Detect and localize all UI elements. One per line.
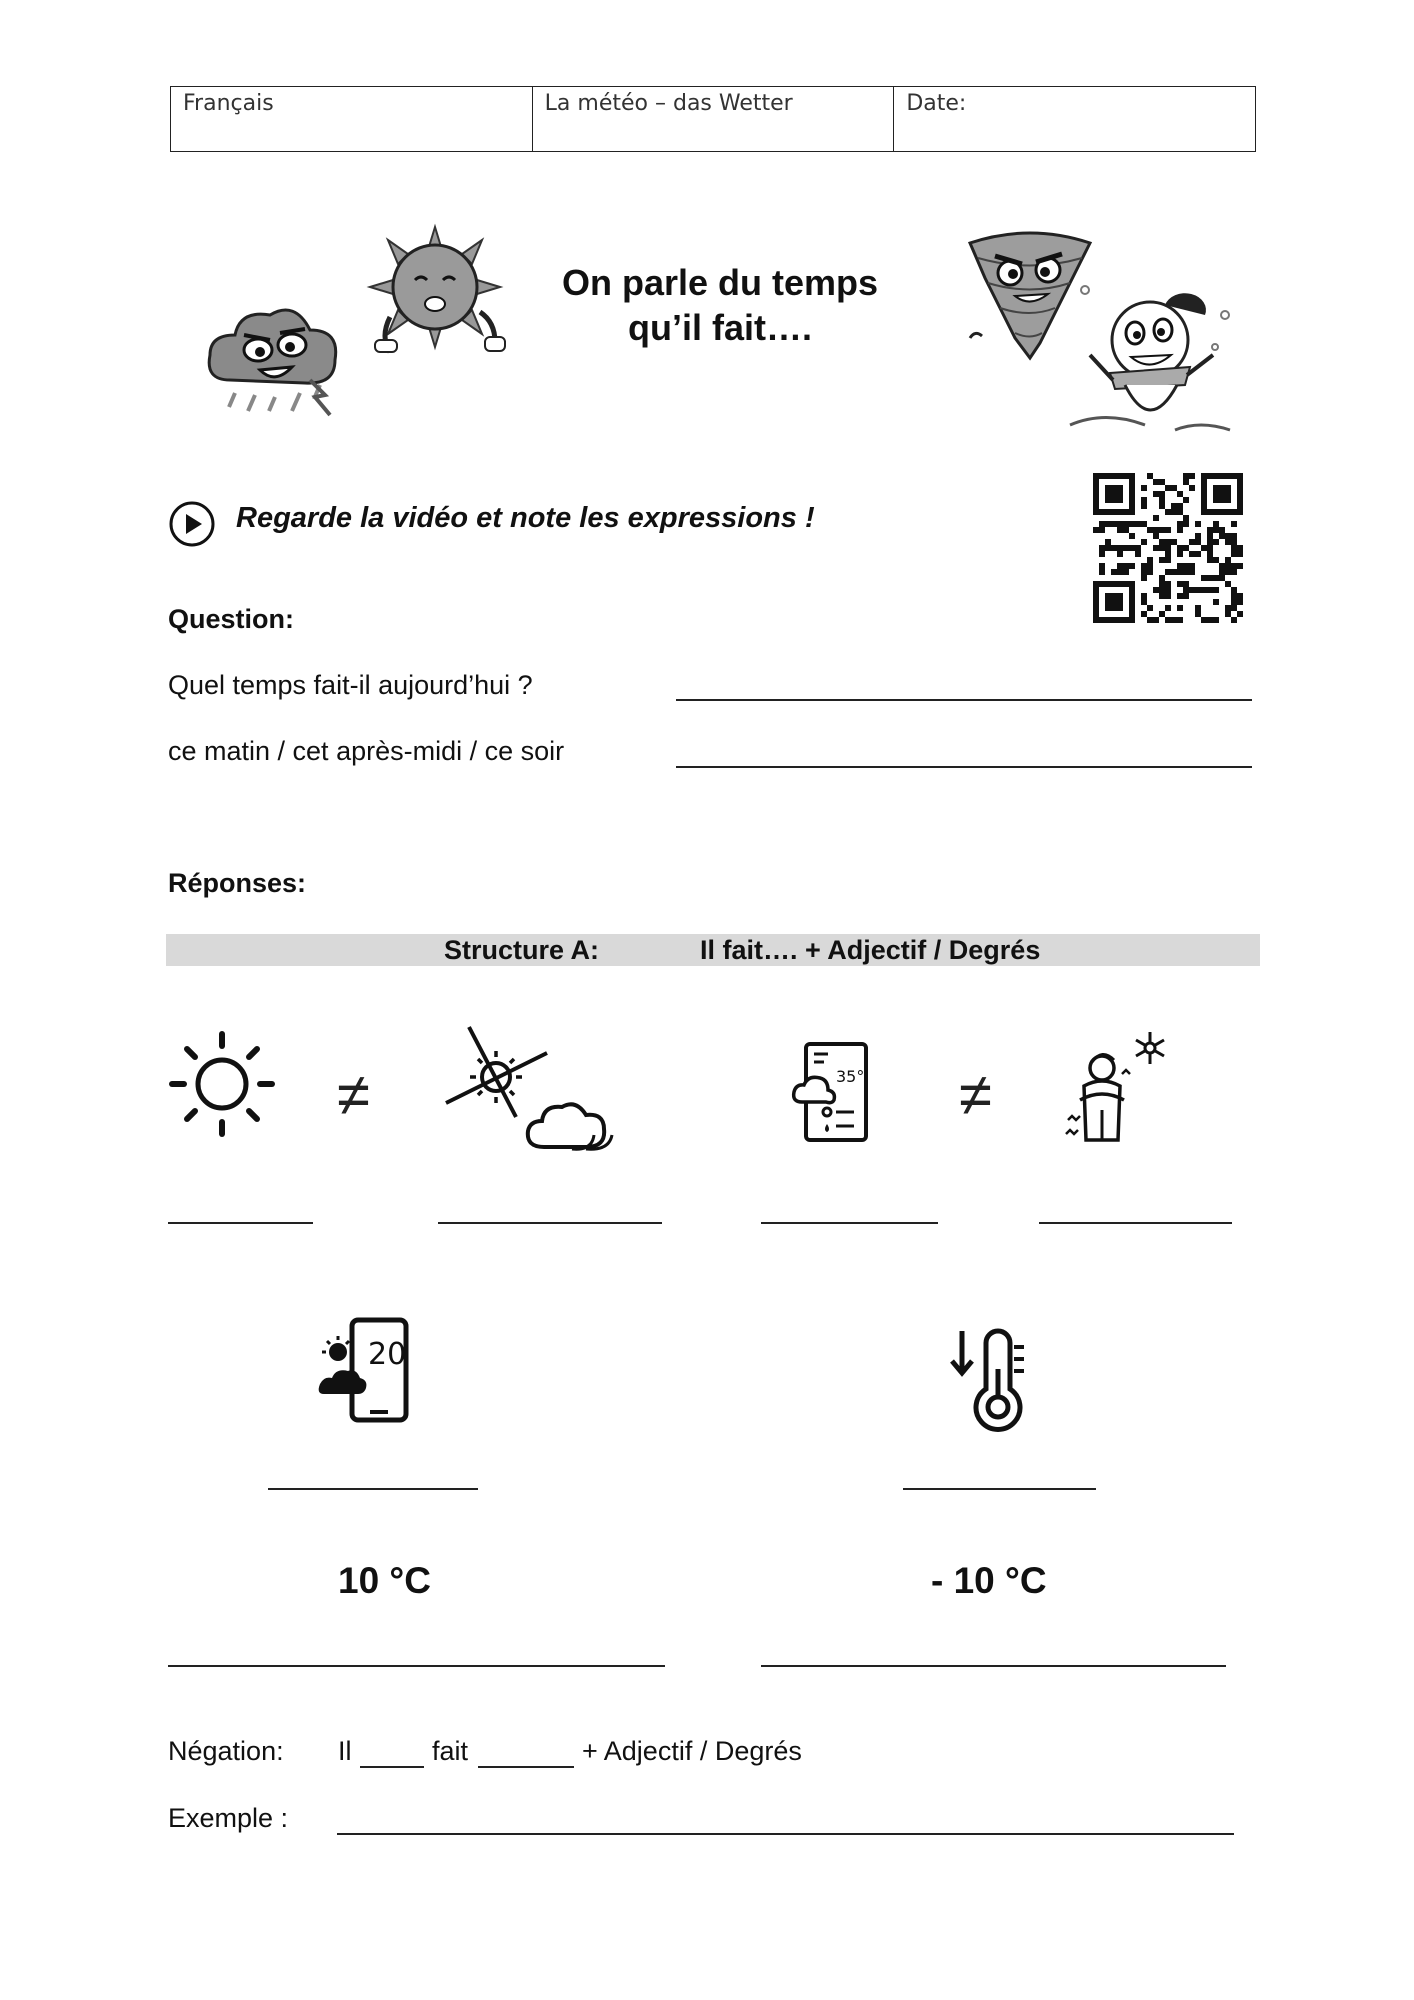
example-label: Exemple :	[168, 1803, 289, 1833]
storm-cloud-icon	[200, 285, 350, 435]
structure-band	[166, 934, 1260, 966]
negation-blank-2[interactable]	[478, 1766, 574, 1768]
qr-code-icon[interactable]	[1093, 473, 1243, 623]
question-heading: Question:	[168, 604, 294, 634]
question-2: ce matin / cet après-midi / ce soir	[168, 736, 565, 766]
not-equal-1: ≠	[337, 1061, 370, 1128]
degree-negative: - 10 °C	[931, 1560, 1047, 1601]
negation-word-il: Il	[338, 1736, 352, 1766]
not-equal-2: ≠	[959, 1061, 992, 1128]
answer-line-degree-2[interactable]	[761, 1665, 1226, 1667]
hot-phone-icon	[792, 1040, 882, 1145]
cold-person-icon	[1060, 1030, 1180, 1150]
negation-label: Négation:	[168, 1736, 284, 1766]
structure-formula: Il fait…. + Adjectif / Degrés	[700, 935, 1041, 965]
no-sun-cloud-icon	[444, 1025, 619, 1155]
hot-sun-icon	[360, 222, 510, 372]
header-subject: Français	[171, 87, 533, 151]
negation-word-fait: fait	[432, 1736, 469, 1766]
answer-line-cold-temp[interactable]	[903, 1488, 1096, 1490]
answer-line-sun[interactable]	[168, 1222, 313, 1224]
header-topic: La météo – das Wetter	[533, 87, 895, 151]
thermometer-down-icon	[950, 1325, 1040, 1435]
answer-line-cold[interactable]	[1039, 1222, 1232, 1224]
svg-text:20: 20	[368, 1337, 407, 1372]
header-date: Date:	[906, 91, 967, 116]
example-line[interactable]	[337, 1833, 1234, 1835]
snowman-icon	[1065, 285, 1235, 445]
answer-line-no-sun[interactable]	[438, 1222, 662, 1224]
play-icon[interactable]	[168, 500, 216, 548]
negation-formula: + Adjectif / Degrés	[582, 1736, 802, 1766]
answer-line-hot[interactable]	[761, 1222, 938, 1224]
instruction-text: Regarde la vidéo et note les expressions !	[236, 502, 815, 534]
structure-label: Structure A:	[444, 935, 600, 965]
sun-icon	[168, 1030, 276, 1138]
degree-positive: 10 °C	[338, 1560, 431, 1601]
question-1: Quel temps fait-il aujourd’hui ?	[168, 670, 533, 700]
header-table	[170, 86, 1256, 152]
answer-line-q2[interactable]	[676, 766, 1252, 768]
title-line-2: qu’il fait….	[628, 307, 812, 348]
negation-blank-1[interactable]	[360, 1766, 424, 1768]
answer-line-degree-1[interactable]	[168, 1665, 665, 1667]
title-line-1: On parle du temps	[561, 262, 879, 303]
answer-line-q1[interactable]	[676, 699, 1252, 701]
mild-phone-icon	[318, 1318, 418, 1423]
svg-text:35°: 35°	[836, 1067, 865, 1086]
answer-line-mild[interactable]	[268, 1488, 478, 1490]
answers-heading: Réponses:	[168, 868, 307, 898]
page-title	[520, 260, 920, 350]
